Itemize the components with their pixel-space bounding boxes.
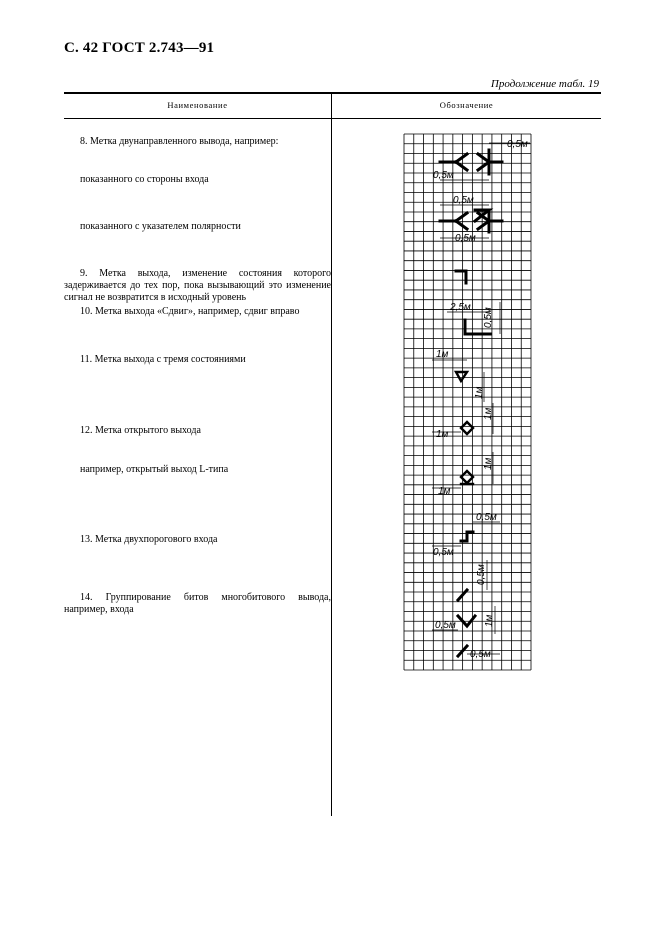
dim-label-half-m-3: 0,5м <box>453 195 474 206</box>
dim-label-half-m-10: 0,5м <box>470 649 491 660</box>
row-text-9: 9. Метка выхода, изменение состояния которого задерживается до тех пор, пока вызывающий это изменение сигнал не возвратится в исходный уровень <box>64 268 331 303</box>
dim-label-half-m-5: 0,5м <box>483 307 494 328</box>
dim-label-half-m-7: 0,5м <box>433 547 454 558</box>
table-top-rule <box>64 92 601 94</box>
row-text-11: 11. Метка выхода с тремя состояниями <box>80 354 246 365</box>
dim-label-half-m-1: 0,5м <box>507 139 528 150</box>
dim-label-one-m-6: 1м <box>438 486 451 497</box>
bidirectional-polarity-symbol <box>440 210 502 232</box>
dim-label-two-half-m: 2,5м <box>450 302 471 313</box>
dim-label-one-m-4: 1м <box>436 429 449 440</box>
table-header-rule <box>64 118 601 119</box>
row-text-8: 8. Метка двунаправленного вывода, например: <box>80 136 279 147</box>
dim-label-half-m-2: 0,5м <box>433 170 454 181</box>
bit-grouping-symbol <box>458 590 475 656</box>
two-threshold-input-symbol <box>461 532 473 541</box>
dim-label-half-m-9: 0,5м <box>435 620 456 631</box>
row-text-14: 14. Группирование битов многобитового вывода, например, входа <box>64 592 331 615</box>
column-divider <box>331 92 332 816</box>
column-header-symbol: Обозначение <box>439 100 494 110</box>
dim-label-one-m-1: 1м <box>436 349 449 360</box>
bidirectional-mark-symbol <box>440 150 502 174</box>
dim-label-one-m-7: 1м <box>484 614 495 627</box>
dim-label-half-m-8: 0,5м <box>476 564 487 585</box>
open-output-symbol <box>461 422 473 434</box>
dim-label-one-m-5: 1м <box>483 457 494 470</box>
dim-label-one-m-2: 1м <box>474 386 485 399</box>
row-text-12a: например, открытый выход L-типа <box>80 464 229 475</box>
postponed-output-symbol <box>456 271 466 283</box>
row-text-12: 12. Метка открытого выхода <box>80 425 201 436</box>
dim-label-half-m-6: 0,5м <box>476 512 497 523</box>
row-text-8b: показанного с указателем полярности <box>80 221 241 232</box>
table-continuation-label: Продолжение табл. 19 <box>490 78 599 90</box>
dimension-lines <box>432 143 530 654</box>
page-header: С. 42 ГОСТ 2.743—91 <box>64 40 215 56</box>
dim-label-half-m-4: 0,5м <box>455 233 476 244</box>
grid-lines <box>404 134 531 670</box>
shift-output-symbol <box>465 320 490 334</box>
open-output-l-symbol <box>461 471 473 484</box>
row-text-10: 10. Метка выхода «Сдвиг», например, сдвиг вправо <box>80 306 300 317</box>
row-text-8a: показанного со стороны входа <box>80 174 209 185</box>
column-header-name: Наименование <box>167 100 228 110</box>
dim-label-one-m-3: 1м <box>483 407 494 420</box>
row-text-13: 13. Метка двухпорогового входа <box>80 534 218 545</box>
tristate-output-symbol <box>456 372 467 381</box>
